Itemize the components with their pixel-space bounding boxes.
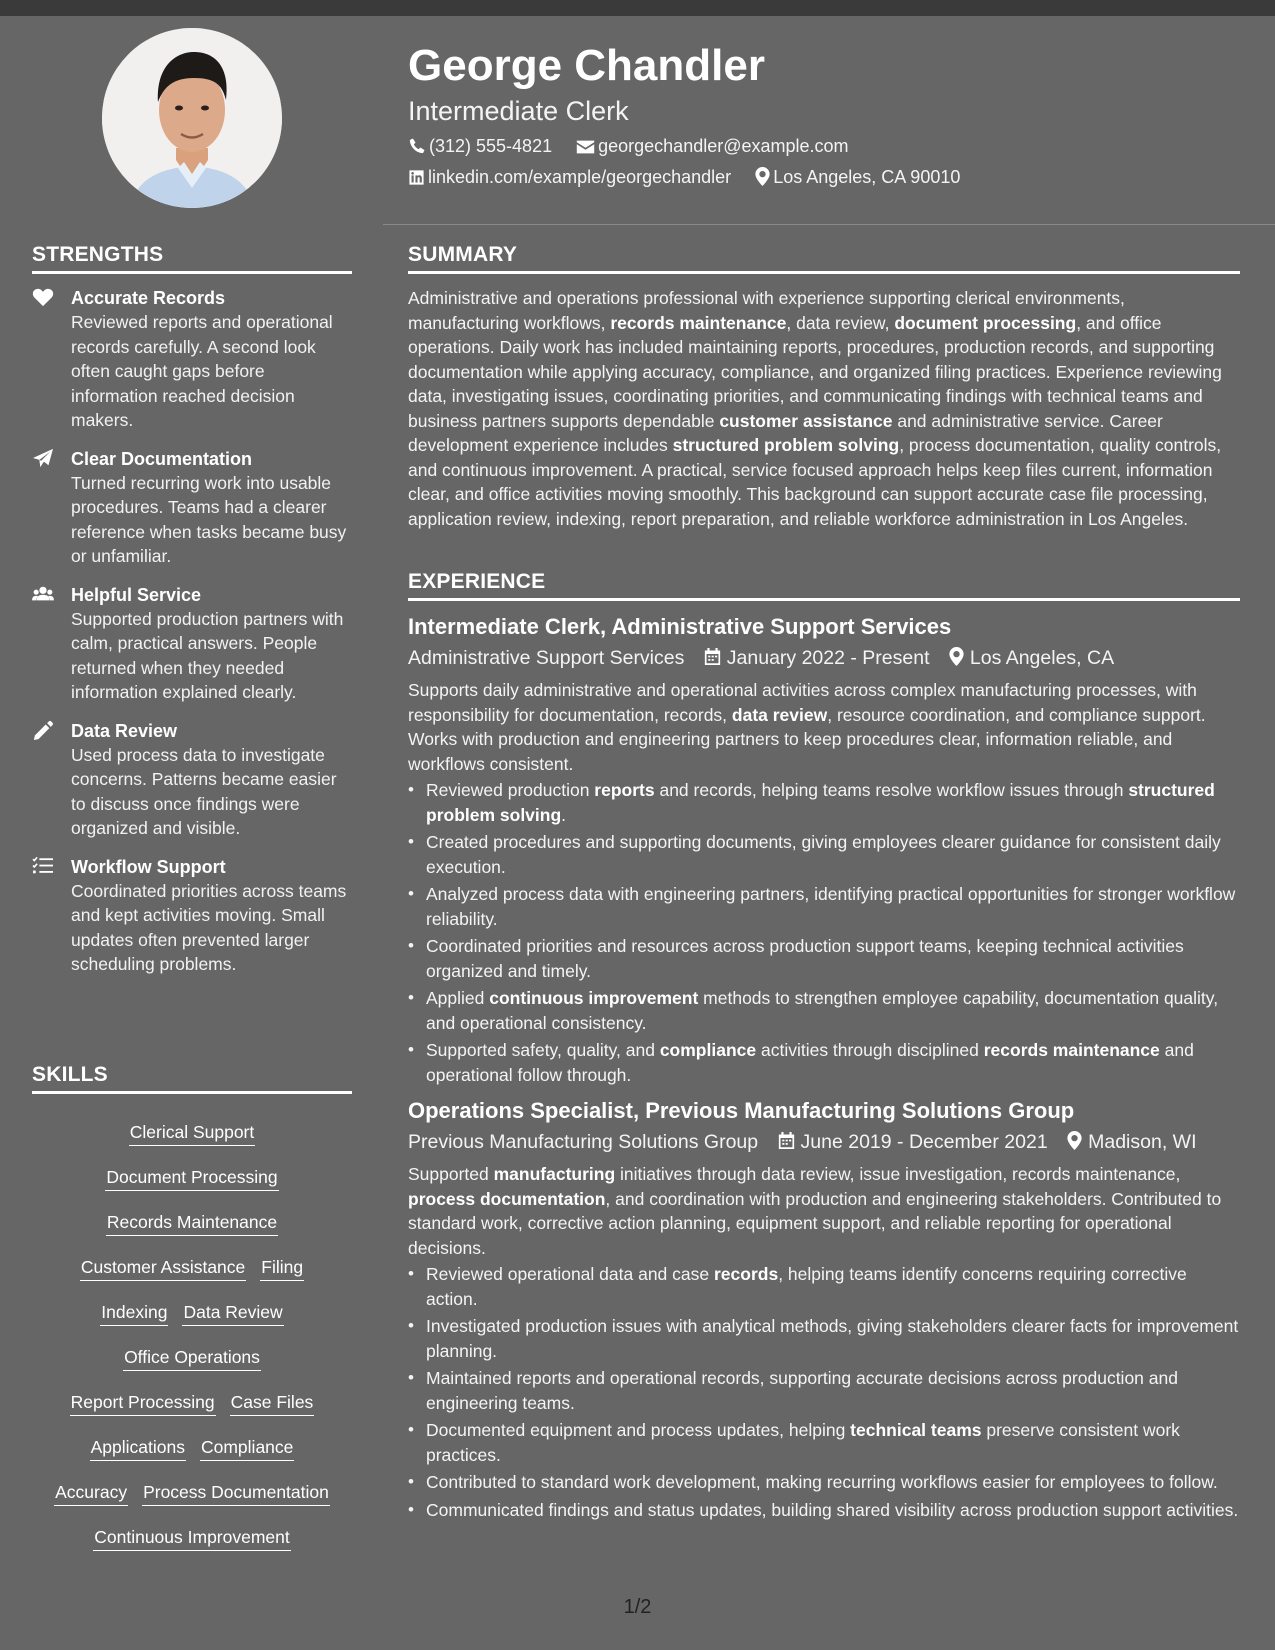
summary-text bbox=[408, 286, 1240, 531]
job-location: Los Angeles, CA bbox=[969, 647, 1115, 669]
linkedin-icon bbox=[408, 168, 425, 192]
text-run: initiatives through data review, issue investigation, records maintenance, bbox=[615, 1164, 1181, 1184]
skills-heading: SKILLS bbox=[32, 1063, 352, 1094]
users-icon bbox=[32, 584, 56, 606]
text-run: Coordinated priorities and resources across production support teams, keeping technical activities organized and timely. bbox=[426, 936, 1184, 981]
contact-line-1 bbox=[408, 134, 849, 161]
text-run: and records, helping teams resolve workflow issues through bbox=[654, 780, 1129, 800]
paper-plane-icon bbox=[32, 448, 56, 470]
bullet-item bbox=[408, 1470, 1240, 1495]
text-run: , and office operations. Daily work has included maintaining reports, procedures, production records, and supporting documentation while applying accuracy, compliance, and organized filing practices. Experience reviewing data, investigating issues, coordinating priorities, and communicating findings with technical teams and business partners supports dependable bbox=[408, 312, 1222, 431]
job-dates: January 2022 - Present bbox=[726, 647, 930, 669]
text-run: Maintained reports and operational records, supporting accurate decisions across production and engineering teams. bbox=[426, 1368, 1178, 1413]
skill-tag: Accuracy bbox=[54, 1480, 128, 1506]
strength-description: Supported production partners with calm, practical answers. People returned when they needed information explained clearly. bbox=[71, 608, 344, 702]
text-run: and operational follow through. bbox=[426, 1040, 1194, 1085]
bullet-item bbox=[408, 1262, 1240, 1311]
top-bar bbox=[0, 0, 1275, 16]
calendar-icon bbox=[704, 646, 721, 674]
strength-description: Used process data to investigate concerns. Patterns became easier to discuss once findings were organized and visible. bbox=[71, 744, 337, 838]
strength-item bbox=[32, 286, 352, 433]
text-run: , and coordination with production and engineering stakeholders. Contributed to standard work, corrective action planning, equipment support, and reliable reporting for operational decisions. bbox=[408, 1188, 1222, 1258]
heart-icon bbox=[32, 287, 56, 309]
job-company: Administrative Support Services bbox=[408, 647, 685, 669]
text-run: activities through disciplined bbox=[756, 1040, 984, 1060]
linkedin-url[interactable]: linkedin.com/example/georgechandler bbox=[428, 167, 732, 187]
map-pin-icon bbox=[1067, 1130, 1082, 1158]
job-bullets bbox=[408, 1262, 1240, 1522]
skill-tag: Report Processing bbox=[70, 1390, 216, 1416]
emphasis-text: compliance bbox=[659, 1040, 757, 1060]
strength-title: Accurate Records bbox=[71, 288, 226, 308]
skill-row bbox=[32, 1255, 352, 1300]
job-title: Intermediate Clerk, Administrative Support Services bbox=[408, 614, 952, 639]
summary-heading: SUMMARY bbox=[408, 243, 1240, 274]
email-address[interactable]: georgechandler@example.com bbox=[598, 136, 849, 156]
job-dates: June 2019 - December 2021 bbox=[800, 1131, 1048, 1153]
envelope-icon bbox=[576, 137, 595, 161]
text-run: preserve consistent work practices. bbox=[426, 1420, 1180, 1465]
strength-item bbox=[32, 447, 352, 569]
bullet-item bbox=[408, 1418, 1240, 1467]
skill-row bbox=[32, 1210, 352, 1255]
skill-tag: Continuous Improvement bbox=[93, 1525, 291, 1551]
skill-row bbox=[32, 1165, 352, 1210]
skill-row bbox=[32, 1345, 352, 1390]
header-divider bbox=[383, 224, 1275, 225]
bullet-item bbox=[408, 1038, 1240, 1087]
job-entry bbox=[408, 1097, 1240, 1522]
emphasis-text: structured problem solving bbox=[426, 780, 1215, 825]
text-run: Created procedures and supporting documents, giving employees clearer guidance for consistent daily execution. bbox=[426, 832, 1221, 877]
emphasis-text: reports bbox=[594, 780, 655, 800]
text-run: methods to strengthen employee capability, documentation quality, and operational consistency. bbox=[426, 988, 1219, 1033]
summary-section bbox=[408, 243, 1240, 531]
skill-tag: Filing bbox=[260, 1255, 304, 1281]
text-run: , resource coordination, and compliance support. Works with production and engineering partners to keep procedures clear, information reliable, and workflows consistent. bbox=[408, 704, 1206, 774]
skill-tag: Applications bbox=[90, 1435, 186, 1461]
job-description bbox=[408, 1162, 1240, 1260]
skill-tag: Compliance bbox=[200, 1435, 294, 1461]
strength-title: Clear Documentation bbox=[71, 448, 253, 469]
bullet-item bbox=[408, 778, 1240, 827]
bullet-item bbox=[408, 830, 1240, 879]
avatar bbox=[102, 28, 282, 208]
strength-title: Workflow Support bbox=[71, 856, 226, 877]
skill-tag: Case Files bbox=[230, 1390, 315, 1416]
skill-row bbox=[32, 1390, 352, 1435]
skill-tag: Data Review bbox=[182, 1300, 283, 1326]
job-description bbox=[408, 678, 1240, 776]
strengths-section bbox=[32, 243, 352, 991]
profile-photo bbox=[102, 28, 282, 208]
text-run: Administrative and operations professional with experience supporting clerical environments, manufacturing workflows, bbox=[408, 288, 1125, 333]
emphasis-text: continuous improvement bbox=[489, 988, 699, 1008]
text-run: Investigated production issues with analytical methods, giving stakeholders clearer facts for improvement planning. bbox=[426, 1316, 1239, 1361]
text-run: . bbox=[561, 804, 567, 825]
text-run: Supported safety, quality, and bbox=[426, 1040, 660, 1060]
job-location: Madison, WI bbox=[1088, 1131, 1197, 1153]
experience-heading: EXPERIENCE bbox=[408, 570, 1240, 601]
text-run: and administrative service. Career development experience includes bbox=[408, 410, 1163, 455]
bullet-item bbox=[408, 1366, 1240, 1415]
emphasis-text: customer assistance bbox=[719, 410, 893, 431]
emphasis-text: records maintenance bbox=[610, 312, 787, 333]
strength-description: Turned recurring work into usable procedures. Teams had a clearer reference when tasks became busy or unfamiliar. bbox=[71, 472, 347, 566]
page-number: 1/2 bbox=[623, 1596, 652, 1618]
skill-tag: Indexing bbox=[100, 1300, 168, 1326]
text-run: Documented equipment and process updates, helping bbox=[426, 1420, 851, 1440]
strength-description: Coordinated priorities across teams and kept activities moving. Small updates often prevented larger scheduling problems. bbox=[71, 880, 347, 974]
emphasis-text: records bbox=[713, 1264, 779, 1284]
text-run: Applied bbox=[426, 988, 490, 1008]
skills-list bbox=[32, 1106, 352, 1570]
emphasis-text: records maintenance bbox=[983, 1040, 1160, 1060]
job-meta bbox=[408, 1128, 1240, 1158]
text-run: Communicated findings and status updates, building shared visibility across production support activities. bbox=[426, 1499, 1239, 1520]
skill-row bbox=[32, 1525, 352, 1570]
strength-title: Data Review bbox=[71, 720, 178, 741]
map-pin-icon bbox=[949, 646, 964, 674]
emphasis-text: process documentation bbox=[408, 1188, 606, 1209]
emphasis-text: document processing bbox=[894, 312, 1077, 333]
phone-icon bbox=[408, 137, 426, 161]
bullet-item bbox=[408, 934, 1240, 983]
emphasis-text: data review bbox=[731, 704, 828, 725]
map-pin-icon bbox=[755, 167, 770, 192]
bullet-item bbox=[408, 1498, 1240, 1523]
strength-item bbox=[32, 583, 352, 705]
strengths-heading: STRENGTHS bbox=[32, 243, 352, 274]
strength-item bbox=[32, 719, 352, 841]
strength-title: Helpful Service bbox=[71, 584, 202, 605]
skills-section bbox=[32, 1063, 352, 1570]
candidate-name: George Chandler bbox=[408, 41, 765, 90]
skill-tag: Customer Assistance bbox=[80, 1255, 246, 1281]
skill-tag: Clerical Support bbox=[129, 1120, 256, 1146]
pencil-icon bbox=[32, 720, 56, 742]
skill-row bbox=[32, 1435, 352, 1480]
text-run: Reviewed production bbox=[426, 780, 595, 800]
calendar-icon bbox=[778, 1130, 795, 1158]
job-meta bbox=[408, 644, 1240, 674]
text-run: , data review, bbox=[786, 312, 895, 333]
candidate-role: Intermediate Clerk bbox=[408, 96, 629, 126]
emphasis-text: manufacturing bbox=[493, 1164, 616, 1184]
job-company: Previous Manufacturing Solutions Group bbox=[408, 1131, 759, 1153]
skill-row bbox=[32, 1480, 352, 1525]
skill-row bbox=[32, 1120, 352, 1165]
skill-tag: Document Processing bbox=[105, 1165, 278, 1191]
job-entry bbox=[408, 613, 1240, 1087]
bullet-item bbox=[408, 882, 1240, 931]
contact-line-2 bbox=[408, 165, 960, 192]
text-run: , helping teams identify concerns requiring corrective action. bbox=[426, 1264, 1187, 1309]
phone-number[interactable]: (312) 555-4821 bbox=[429, 136, 553, 156]
strength-description: Reviewed reports and operational records carefully. A second look often caught gaps before information reached decision makers. bbox=[71, 312, 333, 430]
text-run: Analyzed process data with engineering partners, identifying practical opportunities for stronger workflow reliability. bbox=[426, 884, 1236, 929]
skill-tag: Office Operations bbox=[123, 1345, 261, 1371]
emphasis-text: technical teams bbox=[850, 1420, 982, 1440]
location: Los Angeles, CA 90010 bbox=[773, 167, 961, 187]
skill-tag: Process Documentation bbox=[142, 1480, 330, 1506]
text-run: Supports daily administrative and operational activities across complex manufacturing processes, with responsibility for documentation, records, bbox=[408, 680, 1197, 725]
job-bullets bbox=[408, 778, 1240, 1087]
job-title: Operations Specialist, Previous Manufacturing Solutions Group bbox=[408, 1098, 1075, 1123]
experience-section bbox=[408, 570, 1240, 1532]
text-run: Reviewed operational data and case bbox=[426, 1264, 714, 1284]
bullet-item bbox=[408, 1314, 1240, 1363]
skill-row bbox=[32, 1300, 352, 1345]
checklist-icon bbox=[32, 856, 56, 878]
text-run: Contributed to standard work development, making recurring workflows easier for employees to follow. bbox=[426, 1472, 1218, 1492]
skill-tag: Records Maintenance bbox=[106, 1210, 278, 1236]
text-run: Supported bbox=[408, 1164, 494, 1184]
strength-item bbox=[32, 855, 352, 977]
text-run: , process documentation, quality controls, and continuous improvement. A practical, service focused approach helps keep files current, information clear, and office activities moving smoothly. This background can support accurate case file processing, application review, indexing, report preparation, and reliable workforce administration in Los Angeles. bbox=[408, 435, 1222, 529]
emphasis-text: structured problem solving bbox=[672, 435, 900, 455]
bullet-item bbox=[408, 986, 1240, 1035]
